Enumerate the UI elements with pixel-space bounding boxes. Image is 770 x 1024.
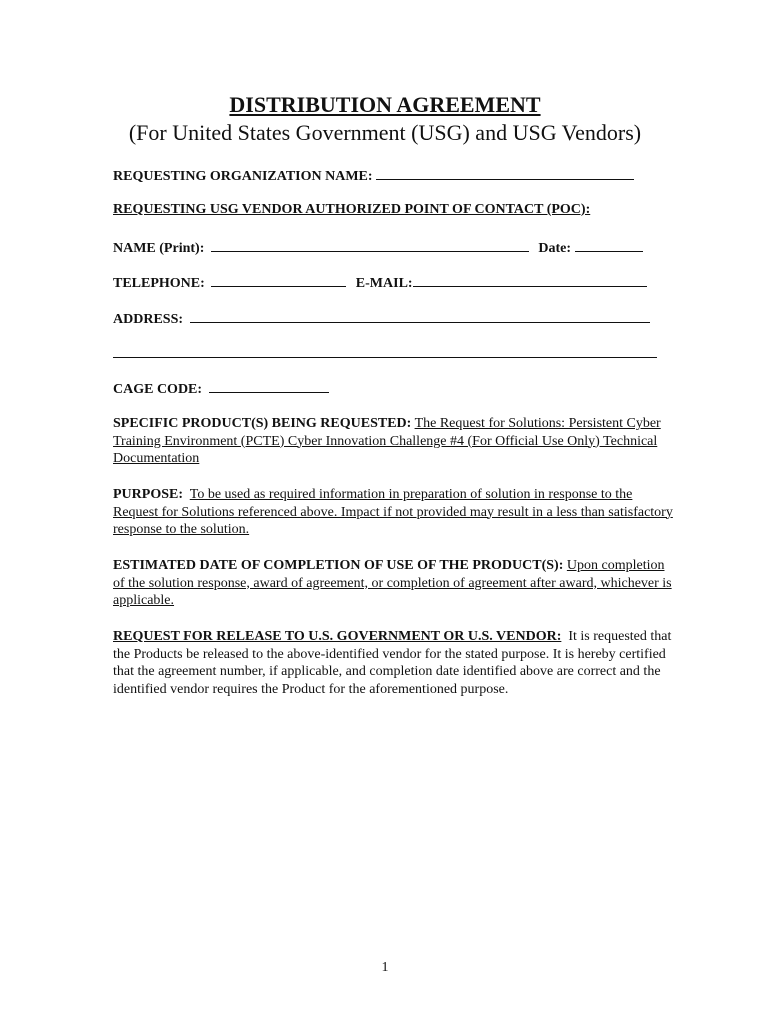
org-name-row	[113, 165, 634, 186]
release-section	[113, 628, 679, 698]
products-text: The Request for Solutions: Persistent Cyber Training Environment (PCTE) Cyber Innovation Challenge #4 (For Official Use Only) Technical Documentation	[113, 416, 661, 467]
name-label: NAME (Print):	[113, 241, 205, 256]
date-blank[interactable]	[575, 237, 643, 252]
date-label: Date:	[538, 241, 572, 256]
purpose-label: PURPOSE:	[113, 487, 183, 502]
org-name-label: REQUESTING ORGANIZATION NAME:	[113, 169, 373, 184]
page-number: 1	[381, 960, 389, 975]
name-row	[113, 237, 643, 258]
telephone-blank[interactable]	[211, 272, 346, 287]
release-label: REQUEST FOR RELEASE TO U.S. GOVERNMENT OR U.S. VENDOR:	[113, 629, 562, 644]
completion-label: ESTIMATED DATE OF COMPLETION OF USE OF THE PRODUCT(S):	[113, 558, 564, 573]
completion-text: Upon completion of the solution response, award of agreement, or completion of agreement after award, whichever is applicable.	[113, 558, 672, 609]
address-blank[interactable]	[190, 308, 650, 323]
products-label: SPECIFIC PRODUCT(S) BEING REQUESTED:	[113, 416, 412, 431]
address-second-line[interactable]	[113, 357, 657, 358]
address-label: ADDRESS:	[113, 312, 184, 327]
name-blank[interactable]	[211, 237, 529, 252]
address-row	[113, 308, 650, 329]
org-name-blank[interactable]	[376, 165, 634, 180]
poc-heading: REQUESTING USG VENDOR AUTHORIZED POINT OF CONTACT (POC):	[113, 202, 591, 217]
telephone-label: TELEPHONE:	[113, 276, 205, 291]
release-text: It is requested that the Products be released to the above-identified vendor for the stated purpose. It is hereby certified that the agreement number, if applicable, and completion date identified above are correct and the identified vendor requires the Product for the aforementioned purpose.	[113, 629, 672, 697]
document-subtitle: (For United States Government (USG) and USG Vendors)	[128, 120, 642, 145]
cage-row	[113, 378, 329, 399]
purpose-section	[113, 486, 679, 539]
purpose-text: To be used as required information in preparation of solution in response to the Request for Solutions referenced above. Impact if not provided may result in a less than satisfactory response to the solution.	[113, 487, 673, 538]
contact-row	[113, 272, 647, 293]
cage-code-blank[interactable]	[209, 378, 329, 393]
completion-section	[113, 557, 679, 610]
products-section	[113, 415, 679, 468]
document-title: DISTRIBUTION AGREEMENT	[229, 92, 541, 117]
email-blank[interactable]	[413, 272, 647, 287]
email-label: E-MAIL:	[355, 276, 413, 291]
cage-code-label: CAGE CODE:	[113, 382, 203, 397]
